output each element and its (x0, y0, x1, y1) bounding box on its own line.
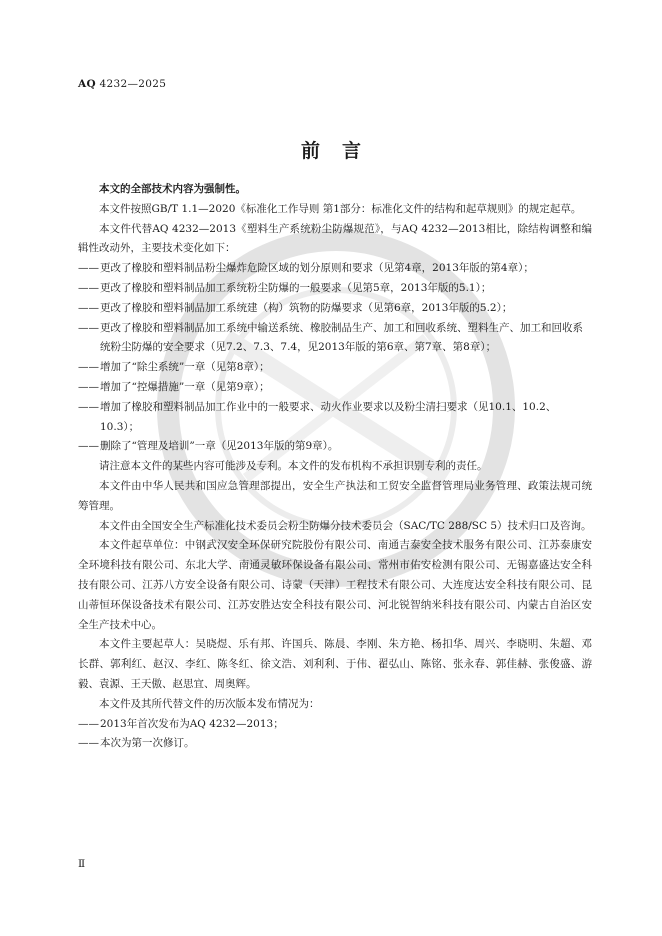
foreword-body (78, 180, 592, 754)
change-item (78, 319, 592, 359)
dash-mark: —— (78, 717, 99, 730)
dash-mark: —— (78, 440, 99, 453)
doc-id-number: 4232—2025 (99, 78, 167, 90)
proposer-paragraph: 本文件由中华人民共和国应急管理部提出，安全生产执法和工贸安全监督管理局业务管理、政策法规司统筹管理。 (78, 479, 592, 512)
change-item-text: 更改了橡胶和塑料制品加工系统中输送系统、橡胶制品生产、加工和回收系统、塑料生产、加工和回收系统粉尘防爆的安全要求（见7.2、7.3、7.4，见2013年版的第6章、第7章、第8章）； (100, 321, 583, 354)
history-item (78, 734, 592, 754)
change-item (78, 398, 592, 438)
patent-notice: 请注意本文件的某些内容可能涉及专利。本文件的发布机构不承担识别专利的责任。 (99, 460, 488, 473)
page-title: 前言 (300, 140, 383, 162)
drafting-organizations: 本文件起草单位：中钢武汉安全环保研究院股份有限公司、南通吉泰安全技术服务有限公司、江苏泰康安全环境科技有限公司、东北大学、南通灵敏环保设备有限公司、常州市佑安检测有限公司、无锡嘉盛达安全科技有限公司、江苏八方安全设备有限公司、诗蒙（天津）工程技术有限公司、大连度达安全科技有限公司、昆山蒂恒环保设备技术有限公司、江苏安胜达安全科技有限公司、河北锐智纳米科技有限公司、内蒙古自治区安全生产技术中心。 (78, 539, 592, 631)
history-item-text: 本次为第一次修订。 (100, 737, 195, 750)
change-item (78, 378, 592, 398)
change-item-text: 增加了“控爆措施”一章（见第9章）； (100, 380, 270, 393)
history-item-text: 2013年首次发布为AQ 4232—2013； (100, 717, 284, 730)
drafting-rule-paragraph: 本文件按照GB/T 1.1—2020《标准化工作导则 第1部分：标准化文件的结构和起草规则》的规定起草。 (99, 202, 582, 215)
change-item-text: 更改了橡胶和塑料制品加工系统粉尘防爆的一般要求（见第5章，2013年版的5.1）； (100, 281, 492, 294)
dash-mark: —— (78, 737, 99, 750)
page-number: Ⅱ (78, 858, 86, 870)
change-item-text: 更改了橡胶和塑料制品加工系统建（构）筑物的防爆要求（见第6章，2013年版的5.2）； (100, 301, 513, 314)
dash-mark: —— (78, 400, 99, 413)
dash-mark: —— (78, 281, 99, 294)
change-item-text: 增加了橡胶和塑料制品加工作业中的一般要求、动火作业要求以及粉尘清扫要求（见10.1、10.2、10.3）； (100, 400, 557, 433)
change-item (78, 437, 592, 457)
dash-mark: —— (78, 262, 99, 275)
history-intro: 本文件及其所代替文件的历次版本发布情况为： (99, 697, 320, 710)
doc-id-prefix: AQ (78, 78, 96, 90)
replacement-paragraph: 本文件代替AQ 4232—2013《塑料生产系统粉尘防爆规范》，与AQ 4232—2013相比，除结构调整和编辑性改动外，主要技术变化如下： (78, 222, 592, 255)
change-item-text: 删除了“管理及培训”一章（见2013年版的第9章）。 (100, 440, 339, 453)
change-item (78, 259, 592, 279)
change-item-text: 增加了“除尘系统”一章（见第8章）； (100, 361, 270, 374)
change-item (78, 299, 592, 319)
document-id (78, 78, 166, 90)
dash-mark: —— (78, 361, 99, 374)
dash-mark: —— (78, 380, 99, 393)
committee-paragraph: 本文件由全国安全生产标准化技术委员会粉尘防爆分技术委员会（SAC/TC 288/SC 5）技术归口及咨询。 (99, 519, 592, 532)
change-item (78, 279, 592, 299)
mandatory-statement: 本文的全部技术内容为强制性。 (99, 183, 246, 195)
dash-mark: —— (78, 301, 99, 314)
drafters-list: 本文件主要起草人：吴晓煜、乐有邦、许国兵、陈晨、李刚、朱方艳、杨扣华、周兴、李晓明、朱超、邓长群、郭利红、赵汉、李红、陈冬红、徐文浩、刘利利、于伟、翟弘山、陈铭、张永春、郭佳赫、张俊盛、游毅、袁源、王天傲、赵思宜、周奥辉。 (78, 638, 592, 690)
change-item (78, 358, 592, 378)
dash-mark: —— (78, 321, 99, 334)
change-item-text: 更改了橡胶和塑料制品粉尘爆炸危险区域的划分原则和要求（见第4章，2013年版的第4章）； (100, 262, 534, 275)
history-item (78, 715, 592, 735)
